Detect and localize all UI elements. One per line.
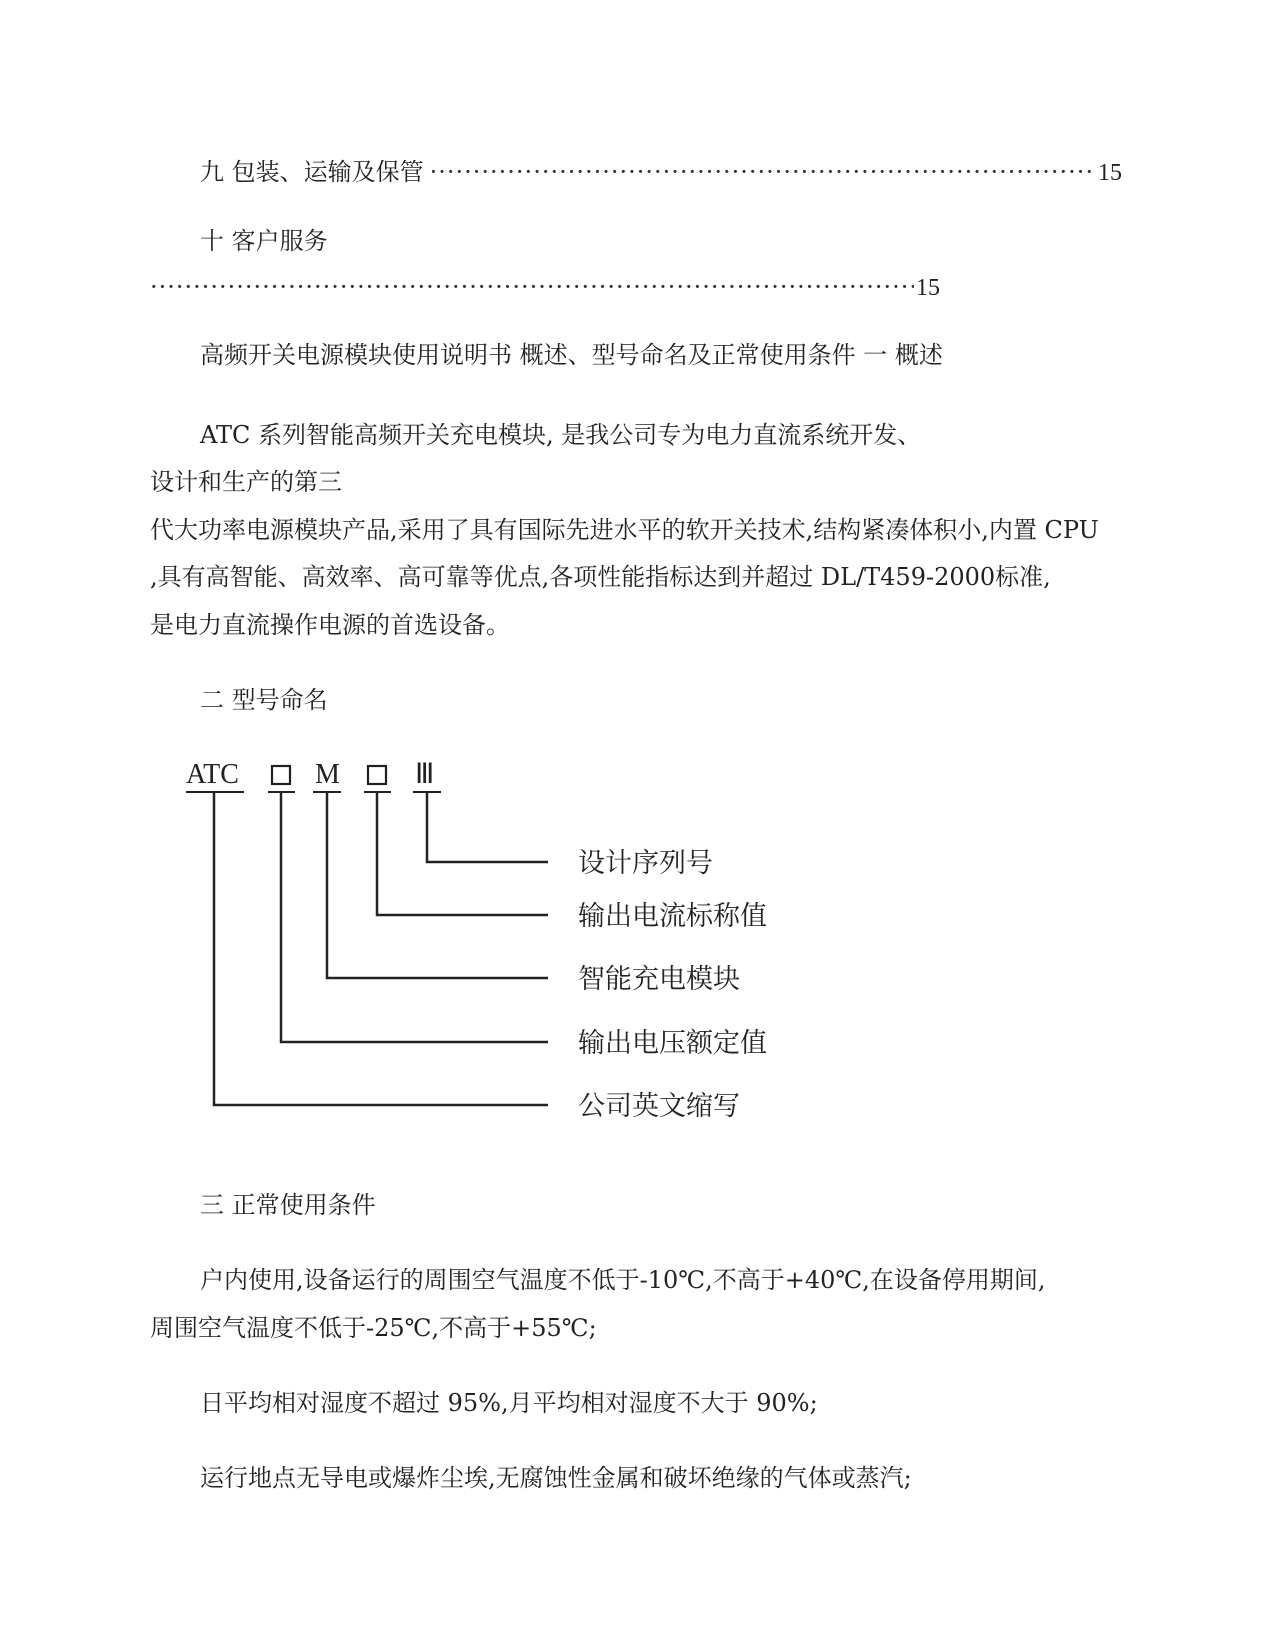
condition-line: 户内使用,设备运行的周围空气温度不低于-10℃,不高于+40℃,在设备停用期间, [200,1266,1046,1294]
leader-output-voltage [281,793,548,1042]
condition-line: 日平均相对湿度不超过 95%,月平均相对湿度不大于 90%; [200,1389,818,1417]
leader-output-current [377,793,548,915]
toc-entry-title[interactable]: 十 客户服务 [200,227,328,255]
code-voltage-box [272,766,290,784]
condition-line: 周围空气温度不低于-25℃,不高于+55℃; [150,1314,597,1342]
overview-line: ATC 系列智能高频开关充电模块, 是我公司专为电力直流系统开发、 [200,421,922,449]
overview-line: ,具有高智能、高效率、高可靠等优点,各项性能指标达到并超过 DL/T459-2000标准, [150,563,1051,591]
leader-smart-module [327,793,548,978]
condition-line: 运行地点无导电或爆炸尘埃,无腐蚀性金属和破坏绝缘的气体或蒸汽; [200,1464,912,1492]
code-atc: ATC [186,759,239,790]
code-current-box [368,766,386,784]
toc-entry-page: 15 [1098,160,1122,186]
leader-series-number [427,793,548,862]
leader-company-abbr [214,793,548,1105]
label-output-current: 输出电流标称值 [578,901,767,932]
label-company-abbr: 公司英文缩写 [578,1091,740,1122]
section-title-normal-conditions: 三 正常使用条件 [200,1191,376,1219]
label-output-voltage: 输出电压额定值 [578,1028,767,1059]
code-roman-three: Ⅲ [415,759,435,790]
code-m: M [315,759,340,790]
toc-entry-page: 15 [916,275,940,301]
overview-line: 代大功率电源模块产品,采用了具有国际先进水平的软开关技术,结构紧凑体积小,内置 CPU [150,516,1099,544]
overview-line: 是电力直流操作电源的首选设备。 [150,611,510,639]
overview-line: 设计和生产的第三 [150,468,342,496]
section-title-model-naming: 二 型号命名 [200,686,328,714]
document-heading: 高频开关电源模块使用说明书 概述、型号命名及正常使用条件 一 概述 [200,341,943,369]
label-smart-module: 智能充电模块 [578,964,740,995]
label-series-number: 设计序列号 [578,848,713,879]
toc-entry-title: 九 包装、运输及保管 [200,158,424,186]
